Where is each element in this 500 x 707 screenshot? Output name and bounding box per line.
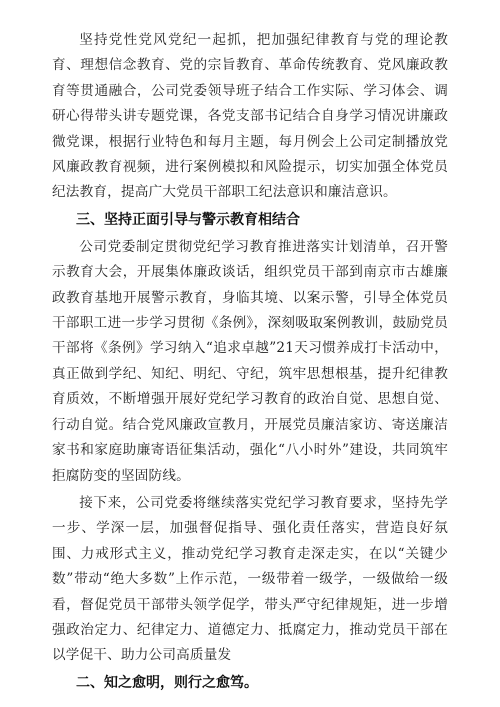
body-paragraph-1: 坚持党性党风党纪一起抓，把加强纪律教育与党的理论教育、理想信念教育、党的宗旨教育、革命传统教育、党风廉政教育等贯通融合，公司党委领导班子结合工作实际、学习体会、调研心得带头讲专题党课，各党支部书记结合自身学习情况讲廉政微党课，根据行业特色和每月主题，每月例会上公司定制播放党风廉政教育视频，进行案例模拟和风险提示，切实加强全体党员纪法教育，提高广大党员干部职工纪法意识和廉洁意识。	[52, 32, 448, 201]
section-heading-3: 三、坚持正面引导与警示教育相结合	[76, 211, 300, 228]
body-paragraph-3: 接下来，公司党委将继续落实党纪学习教育要求，坚持先学一步、学深一层，加强督促指导、强化责任落实，营造良好氛围、力戒形式主义，推动党纪学习教育走深走实，在以“关键少数”带动“绝大多数”上作示范，一级带着一级学，一级做给一级看，督促党员干部带头领学促学，带头严守纪律规矩，进一步增强政治定力、纪律定力、道德定力、抵腐定力，推动党员干部在以学促干、助力公司高质量发	[52, 494, 448, 664]
section-heading-2: 二、知之愈明，则行之愈笃。	[76, 674, 258, 691]
body-paragraph-2: 公司党委制定贯彻党纪学习教育推进落实计划清单，召开警示教育大会，开展集体廉政谈话，组织党员干部到南京市古雄廉政教育基地开展警示教育，身临其境、以案示警，引导全体党员干部职工进一步学习贯彻《条例》，深刻吸取案例教训，鼓励党员干部将《条例》学习纳入“追求卓越”21天习惯养成打卡活动中，真正做到学纪、知纪、明纪、守纪，筑牢思想根基，提升纪律教育质效，不断增强开展好党纪学习教育的政治自觉、思想自觉、行动自觉。结合党风廉政宣教月，开展党员廉洁家访、寄送廉洁家书和家庭助廉寄语征集活动，强化“八小时外”建设，共同筑牢拒腐防变的坚固防线。	[52, 238, 448, 484]
